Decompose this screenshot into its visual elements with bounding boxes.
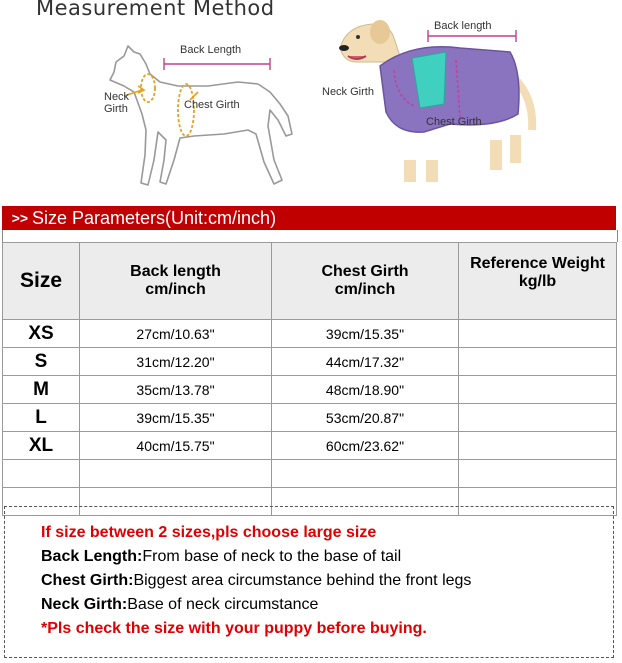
table-row xyxy=(3,460,617,488)
header-chest-girth-unit: cm/inch xyxy=(334,281,396,298)
size-parameters-banner xyxy=(2,206,616,230)
table-row xyxy=(3,432,617,460)
note-back-length-label: Back Length: xyxy=(41,548,143,565)
chest-girth-label: Chest Girth xyxy=(184,99,240,111)
note-back-length xyxy=(41,548,401,566)
measurement-method-title: Measurement Method xyxy=(36,0,275,20)
back-length-cell: 39cm/15.35" xyxy=(80,404,272,432)
header-weight-unit: kg/lb xyxy=(518,273,557,290)
back-length-cell: 40cm/15.75" xyxy=(80,432,272,460)
size-notes xyxy=(4,506,614,658)
header-back-length xyxy=(80,243,272,320)
chest-girth-cell: 39cm/15.35" xyxy=(272,320,459,348)
back-length-cell: 35cm/13.78" xyxy=(80,376,272,404)
chest-girth-cell xyxy=(272,460,459,488)
neck-girth-marker xyxy=(141,74,155,102)
banner-title: Size Parameters(Unit:cm/inch) xyxy=(32,208,277,228)
back-length-cell: 27cm/10.63" xyxy=(80,320,272,348)
header-weight-title: Reference Weight xyxy=(470,255,605,272)
back-length-label: Back Length xyxy=(180,44,242,56)
dog-silhouette-icon xyxy=(110,46,292,185)
banner-gap xyxy=(2,230,618,242)
size-cell xyxy=(3,460,80,488)
chest-girth-cell: 60cm/23.62" xyxy=(272,432,459,460)
back-length-arrow xyxy=(164,58,270,70)
size-cell: M xyxy=(3,376,80,404)
back-length-cell: 31cm/12.20" xyxy=(80,348,272,376)
note-warning: *Pls check the size with your puppy before buying. xyxy=(41,620,427,637)
size-cell: XL xyxy=(3,432,80,460)
header-chest-girth xyxy=(272,243,459,320)
table-row xyxy=(3,404,617,432)
size-table xyxy=(2,242,617,516)
reference-weight-cell xyxy=(459,460,617,488)
note-chest-girth xyxy=(41,572,471,590)
chest-girth-cell: 48cm/18.90" xyxy=(272,376,459,404)
reference-weight-cell xyxy=(459,376,617,404)
note-neck-girth xyxy=(41,596,318,614)
table-row xyxy=(3,320,617,348)
table-row xyxy=(3,376,617,404)
neck-girth-label-1: Neck xyxy=(104,91,130,103)
reference-weight-cell xyxy=(459,320,617,348)
chest-girth-cell: 44cm/17.32" xyxy=(272,348,459,376)
note-size-advice: If size between 2 sizes,pls choose large size xyxy=(41,524,377,541)
note-neck-girth-label: Neck Girth: xyxy=(41,596,128,613)
dog-with-coat-figure xyxy=(320,10,550,190)
back-length-cell xyxy=(80,460,272,488)
table-row xyxy=(3,348,617,376)
header-chest-girth-title: Chest Girth xyxy=(321,263,409,280)
size-cell: XS xyxy=(3,320,80,348)
neck-girth-label-right: Neck Girth xyxy=(322,86,374,98)
double-arrow-icon: >> xyxy=(11,210,28,226)
header-size: Size xyxy=(3,243,80,320)
reference-weight-cell xyxy=(459,348,617,376)
reference-weight-cell xyxy=(459,432,617,460)
chest-girth-cell: 53cm/20.87" xyxy=(272,404,459,432)
back-length-label-right: Back length xyxy=(434,20,492,32)
neck-girth-label-2: Girth xyxy=(104,103,128,115)
header-back-length-title: Back length xyxy=(130,263,221,280)
size-cell: L xyxy=(3,404,80,432)
header-reference-weight xyxy=(459,243,617,320)
dog-outline-figure xyxy=(98,30,298,195)
note-back-length-text: From base of neck to the base of tail xyxy=(142,548,402,565)
note-chest-girth-label: Chest Girth: xyxy=(41,572,134,589)
header-back-length-unit: cm/inch xyxy=(145,281,206,298)
chest-girth-label-right: Chest Girth xyxy=(426,116,482,128)
size-cell: S xyxy=(3,348,80,376)
note-chest-girth-text: Biggest area circumstance behind the front legs xyxy=(133,572,472,589)
note-neck-girth-text: Base of neck circumstance xyxy=(127,596,319,613)
table-header-row xyxy=(3,243,617,320)
reference-weight-cell xyxy=(459,404,617,432)
